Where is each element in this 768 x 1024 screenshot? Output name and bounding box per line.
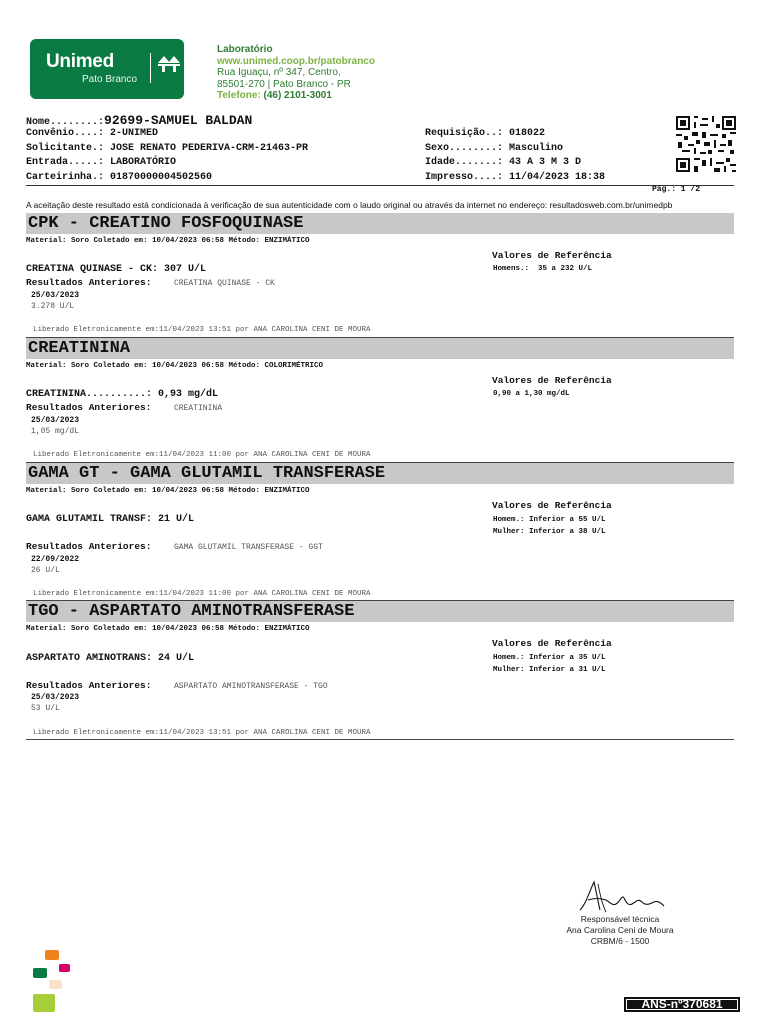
patient-sexo: Sexo........: Masculino	[425, 143, 564, 154]
previous-results-name: GAMA GLUTAMIL TRANSFERASE - GGT	[174, 543, 323, 552]
reference-title: Valores de Referência	[492, 638, 612, 649]
release-info: Liberado Eletronicamente em:11/04/2023 11:00 por ANA CAROLINA CENI DE MOURA	[33, 451, 371, 459]
signature-block	[560, 914, 680, 947]
patient-carteirinha: Carteirinha.: 01870000004502560	[26, 172, 213, 183]
reference-title: Valores de Referência	[492, 375, 612, 386]
previous-result-value: 3.278 U/L	[31, 302, 75, 311]
patient-name: 92699-SAMUEL BALDAN	[104, 113, 253, 128]
previous-results-name: CREATININA	[174, 404, 223, 413]
previous-results-label: Resultados Anteriores:	[26, 680, 152, 691]
reference-values: Homem.: Inferior a 35 U/L Mulher: Inferior a 31 U/L	[493, 654, 606, 674]
patient-requisicao: Requisição..: 018022	[425, 128, 546, 139]
reference-title: Valores de Referência	[492, 500, 612, 511]
exam-header-cpk	[26, 213, 734, 234]
qr-code-icon[interactable]	[676, 116, 736, 172]
previous-result-value: 1,05 mg/dL	[31, 427, 80, 436]
header-divider	[26, 185, 734, 186]
exam-divider	[26, 739, 734, 740]
exam-material: Material: Soro Coletado em: 10/04/2023 06:58 Método: ENZIMÁTICO	[26, 237, 310, 245]
signature-icon	[576, 876, 666, 918]
exam-material: Material: Soro Coletado em: 10/04/2023 06:58 Método: COLORIMÉTRICO	[26, 362, 324, 370]
exam-header-tgo	[26, 601, 734, 622]
previous-result-date: 25/03/2023	[31, 693, 80, 702]
decorative-squares-icon	[30, 948, 74, 1014]
exam-title: GAMA GT - GAMA GLUTAMIL TRANSFERASE	[28, 464, 386, 483]
exam-material: Material: Soro Coletado em: 10/04/2023 06:58 Método: ENZIMÁTICO	[26, 487, 310, 495]
release-info: Liberado Eletronicamente em:11/04/2023 13:51 por ANA CAROLINA CENI DE MOURA	[33, 729, 371, 737]
patient-name-row	[26, 113, 252, 128]
exam-header-gama-gt	[26, 463, 734, 484]
logo-brand: Unimed	[46, 51, 114, 72]
lab-phone-number: (46) 2101-3001	[263, 90, 332, 101]
patient-impresso: Impresso....: 11/04/2023 18:38	[425, 172, 606, 183]
previous-result-date: 22/09/2022	[31, 555, 80, 564]
unimed-logo	[30, 39, 184, 99]
exam-result: ASPARTATO AMINOTRANS: 24 U/L	[26, 653, 195, 664]
previous-result-value: 26 U/L	[31, 566, 60, 575]
reference-title: Valores de Referência	[492, 250, 612, 261]
exam-title: TGO - ASPARTATO AMINOTRANSFERASE	[28, 602, 355, 621]
previous-results-name: ASPARTATO AMINOTRANSFERASE - TGO	[174, 682, 328, 691]
previous-result-value: 53 U/L	[31, 704, 60, 713]
exam-result: GAMA GLUTAMIL TRANSF: 21 U/L	[26, 514, 195, 525]
authenticity-disclaimer: A aceitação deste resultado está condicionada à verificação de sua autenticidade com o laudo original ou através da internet no endereço: resultadosweb.com.br/unimedpb	[26, 200, 673, 210]
previous-results-label: Resultados Anteriores:	[26, 277, 152, 288]
previous-result-date: 25/03/2023	[31, 291, 80, 300]
name-label: Nome........:	[26, 117, 105, 128]
release-info: Liberado Eletronicamente em:11/04/2023 11:00 por ANA CAROLINA CENI DE MOURA	[33, 590, 371, 598]
reference-values: 0,90 a 1,30 mg/dL	[493, 390, 570, 398]
exam-title: CREATININA	[28, 339, 131, 358]
exam-title: CPK - CREATINO FOSFOQUINASE	[28, 214, 304, 233]
patient-convenio: Convênio....: 2-UNIMED	[26, 128, 159, 139]
release-info: Liberado Eletronicamente em:11/04/2023 13:51 por ANA CAROLINA CENI DE MOURA	[33, 326, 371, 334]
exam-result: CREATININA..........: 0,93 mg/dL	[26, 389, 219, 400]
lab-title: Laboratório	[217, 44, 273, 55]
ans-registration-badge: ANS-nº370681	[624, 997, 740, 1012]
previous-results-name: CREATINA QUINASE - CK	[174, 279, 275, 288]
reference-values: Homens.: 35 a 232 U/L	[493, 265, 593, 273]
patient-entrada: Entrada.....: LABORATÓRIO	[26, 157, 177, 168]
logo-city: Pato Branco	[82, 74, 138, 85]
lab-phone	[217, 90, 375, 102]
exam-result: CREATINA QUINASE - CK: 307 U/L	[26, 264, 207, 275]
unimed-tree-icon	[156, 53, 182, 73]
reference-values: Homem.: Inferior a 55 U/L Mulher: Inferior a 38 U/L	[493, 516, 606, 536]
patient-solicitante: Solicitante.: JOSE RENATO PEDERIVA-CRM-21463-PR	[26, 143, 309, 154]
previous-result-date: 25/03/2023	[31, 416, 80, 425]
lab-phone-label: Telefone:	[217, 90, 261, 101]
exam-material: Material: Soro Coletado em: 10/04/2023 06:58 Método: ENZIMÁTICO	[26, 625, 310, 633]
lab-url[interactable]: www.unimed.coop.br/patobranco	[217, 55, 375, 67]
lab-address-1: Rua Iguaçu, nº 347, Centro,	[217, 67, 341, 78]
previous-results-label: Resultados Anteriores:	[26, 541, 152, 552]
exam-header-creatinina	[26, 338, 734, 359]
patient-idade: Idade.......: 43 A 3 M 3 D	[425, 157, 582, 168]
signature-role: Responsável técnica	[580, 914, 660, 924]
lab-info	[217, 44, 375, 102]
logo-divider	[150, 53, 151, 83]
page-number: Pág.: 1 /2	[652, 185, 701, 194]
previous-results-label: Resultados Anteriores:	[26, 402, 152, 413]
lab-address-2: 85501-270 | Pato Branco - PR	[217, 78, 351, 90]
signature-crbm: CRBM/6 - 1500	[590, 936, 650, 946]
signature-name: Ana Carolina Ceni de Moura	[566, 925, 674, 935]
